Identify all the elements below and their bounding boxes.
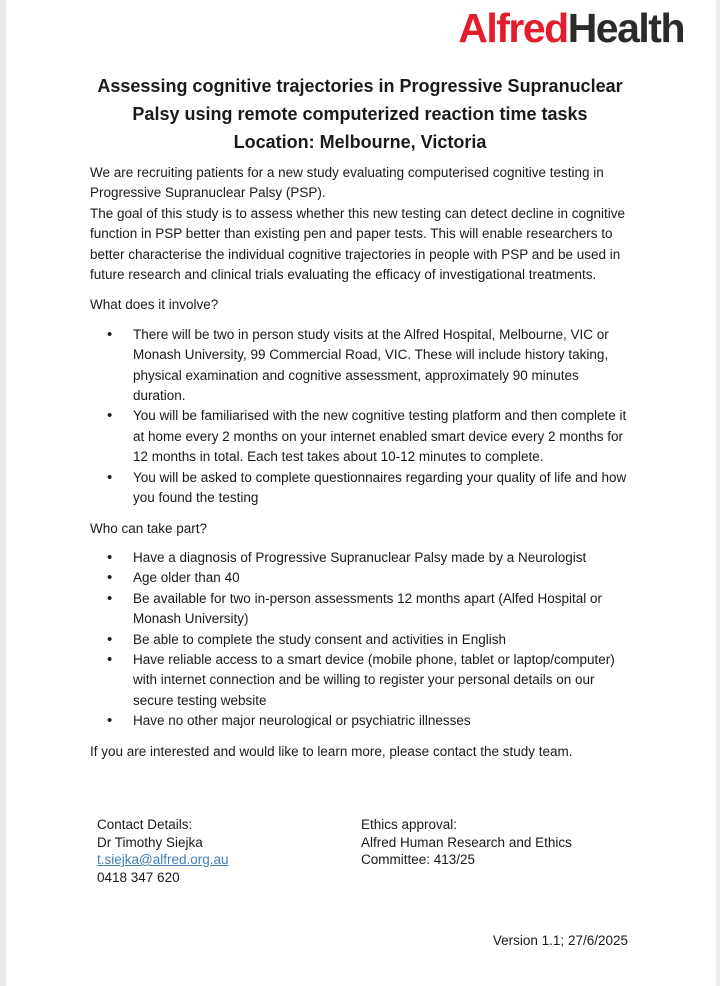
ethics-approval <box>361 816 572 869</box>
logo-word-alfred: Alfred <box>458 5 568 51</box>
page-title <box>60 72 660 156</box>
list-item: • Be able to complete the study consent and activities in English <box>133 630 635 650</box>
contact-phone: 0418 347 620 <box>97 869 180 885</box>
version-label: Version 1.1; 27/6/2025 <box>492 933 628 948</box>
involve-heading: What does it involve? <box>90 297 219 313</box>
title-line: Palsy using remote computerized reaction time tasks <box>132 104 588 124</box>
ethics-committee: Alfred Human Research and Ethics <box>361 834 572 850</box>
list-item: • Have no other major neurological or psychiatric illnesses <box>133 711 635 731</box>
contact-name: Dr Timothy Siejka <box>97 834 203 850</box>
title-line: Assessing cognitive trajectories in Progressive Supranuclear <box>97 76 623 96</box>
list-item: • Have reliable access to a smart device (mobile phone, tablet or laptop/computer) with internet connection and be willing to register your personal details on our secure testing website <box>133 650 635 711</box>
eligibility-heading: Who can take part? <box>90 520 208 536</box>
document-body <box>90 163 635 771</box>
ethics-heading: Ethics approval: <box>361 817 458 832</box>
involve-list <box>90 325 635 509</box>
page-left-edge <box>0 0 6 986</box>
list-item: • Age older than 40 <box>133 568 635 588</box>
list-item: • Have a diagnosis of Progressive Supranuclear Palsy made by a Neurologist <box>133 548 635 568</box>
list-item: • You will be asked to complete questionnaires regarding your quality of life and how you found the testing <box>133 468 635 509</box>
list-item: • Be available for two in-person assessments 12 months apart (Alfed Hospital or Monash University) <box>133 589 635 630</box>
list-item: • You will be familiarised with the new cognitive testing platform and then complete it at home every 2 months on your internet enabled smart device every 2 months for 12 months in total. Each test takes about 10-12 minutes to complete. <box>133 406 635 467</box>
contact-email-link[interactable]: t.siejka@alfred.org.au <box>97 852 229 867</box>
alfred-health-logo <box>458 6 684 50</box>
ethics-number: Committee: 413/25 <box>361 852 476 867</box>
contact-heading: Contact Details: <box>97 817 193 832</box>
intro-paragraph: We are recruiting patients for a new study evaluating computerised cognitive testing in Progressive Supranuclear Palsy (PSP). <box>90 165 604 201</box>
list-item: • There will be two in person study visits at the Alfred Hospital, Melbourne, VIC or Monash University, 99 Commercial Road, VIC. These will include history taking, physical examination and cognitive assessment, approximately 90 minutes duration. <box>133 325 635 407</box>
title-location: Location: Melbourne, Victoria <box>233 132 487 152</box>
closing-paragraph: If you are interested and would like to learn more, please contact the study team. <box>90 743 573 759</box>
logo-word-health: Health <box>567 5 684 51</box>
page-right-edge <box>716 0 720 986</box>
contact-details <box>97 816 229 886</box>
eligibility-list <box>90 548 635 732</box>
goal-paragraph: The goal of this study is to assess whether this new testing can detect decline in cognitive function in PSP better than existing pen and paper tests. This will enable researchers to better characterise the individual cognitive trajectories in people with PSP and be used in future research and clinical trials evaluating the efficacy of investigational treatments. <box>90 205 626 283</box>
